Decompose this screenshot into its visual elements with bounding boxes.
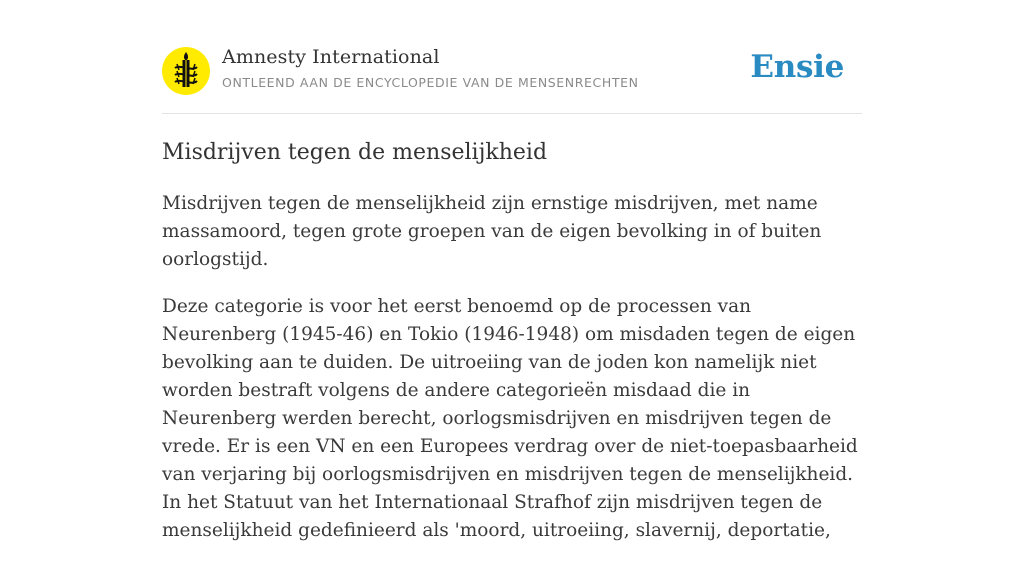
article-paragraph: Misdrijven tegen de menselijkheid zijn ernstige misdrijven, met name massamoord, tegen grote groepen van de eigen bevolking in of buiten oorlogstijd.: [162, 193, 822, 270]
article-paragraph: Deze categorie is voor het eerst benoemd op de processen van Neurenberg (1945-46) en Tokio (1946-1948) om misdaden tegen de eigen bevolking aan te duiden. De uitroeiing van de joden kon namelijk niet worden bestraft volgens de andere categorieën misdaad die in Neurenberg werden berecht, oorlogsmisdrijven en misdrijven tegen de vrede. Er is een VN en een Europees verdrag over de niet-toepasbaarheid van verjaring bij oorlogsmisdrijven en misdrijven tegen de menselijkheid. In het Statuut van het Internationaal Strafhof zijn misdrijven tegen de menselijkheid gedefinieerd als 'moord, uitroeiing, slavernij, deportatie,: [162, 296, 858, 541]
page-header: [162, 45, 862, 114]
org-name[interactable]: Amnesty International: [222, 46, 440, 68]
source-subtitle: ONTLEEND AAN DE ENCYCLOPEDIE VAN DE MENSENRECHTEN: [222, 75, 639, 90]
article: [162, 137, 862, 564]
ensie-logo[interactable]: Ensie: [750, 49, 844, 85]
amnesty-candle-icon[interactable]: [162, 47, 210, 95]
page-title: Misdrijven tegen de menselijkheid: [162, 140, 548, 165]
